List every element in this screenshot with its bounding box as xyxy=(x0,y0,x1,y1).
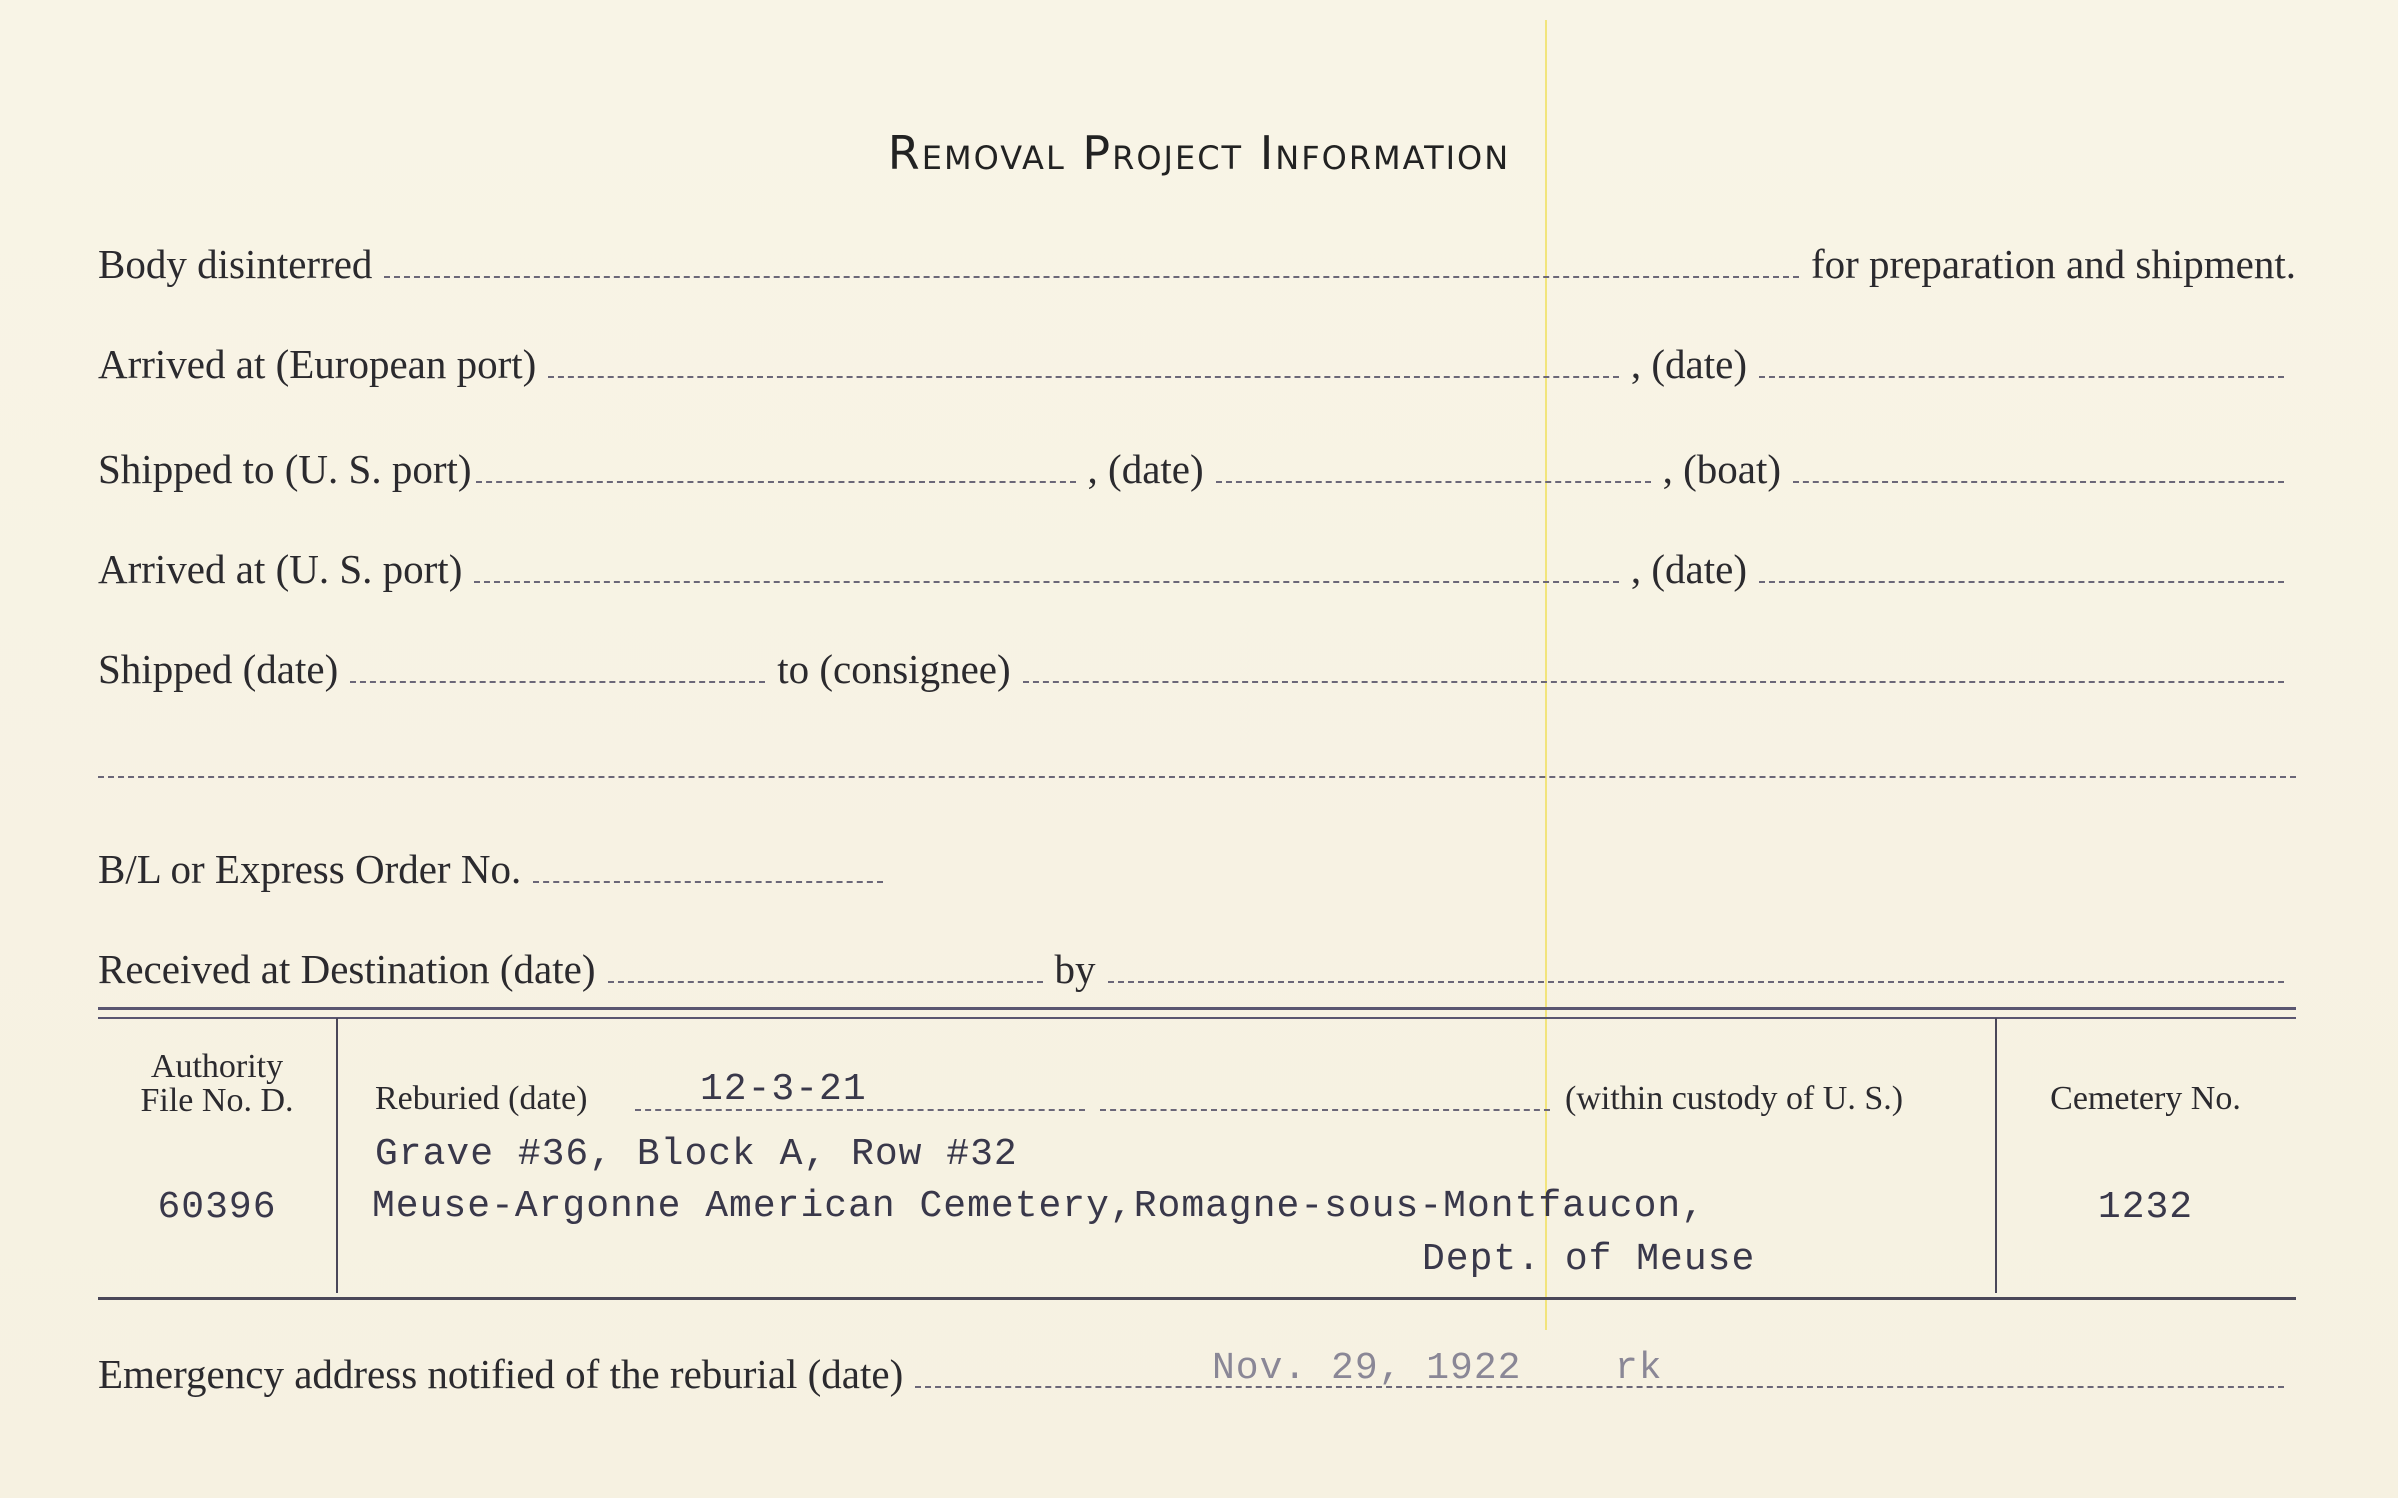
table-top-rule xyxy=(98,1007,2296,1019)
table-bottom-rule xyxy=(98,1297,2296,1300)
emergency-label: Emergency address notified of the reburial (date) xyxy=(98,1351,904,1397)
received-by-label: by xyxy=(1054,946,1096,992)
shipped-us-label: Shipped to (U. S. port) xyxy=(98,446,472,492)
cemetery-no-value: 1232 xyxy=(2097,1186,2194,1229)
shipped-us-row xyxy=(98,435,2296,495)
emergency-date-field[interactable] xyxy=(915,1385,2284,1388)
table-divider-right xyxy=(1995,1018,1997,1293)
arrived-european-date-field[interactable] xyxy=(1759,375,2284,378)
body-disinterred-suffix: for preparation and shipment. xyxy=(1810,241,2296,287)
file-no-label: File No. D. xyxy=(140,1082,294,1119)
reburied-label: Reburied (date) xyxy=(375,1080,588,1117)
file-no-value: 60396 xyxy=(157,1186,277,1229)
shipped-date-row xyxy=(98,635,2296,695)
department: Dept. of Meuse xyxy=(1422,1238,1756,1281)
shipped-us-date-field[interactable] xyxy=(1216,480,1651,483)
body-disinterred-field[interactable] xyxy=(384,275,1799,278)
consignee-label: to (consignee) xyxy=(777,646,1011,692)
bl-order-label: B/L or Express Order No. xyxy=(98,846,522,892)
custody-label: (within custody of U. S.) xyxy=(1565,1080,1904,1117)
arrived-us-label: Arrived at (U. S. port) xyxy=(98,546,463,592)
arrived-us-date-label: , (date) xyxy=(1630,546,1747,592)
reburied-date-line-b xyxy=(1100,1108,1550,1111)
arrived-us-port-field[interactable] xyxy=(474,580,1619,583)
emergency-date-value: Nov. 29, 1922 xyxy=(1212,1347,1522,1390)
received-row xyxy=(98,935,2296,995)
shipped-us-boat-field[interactable] xyxy=(1793,480,2284,483)
grave-location: Grave #36, Block A, Row #32 xyxy=(375,1133,1018,1176)
shipped-date-label: Shipped (date) xyxy=(98,646,339,692)
received-label: Received at Destination (date) xyxy=(98,946,596,992)
arrived-european-row xyxy=(98,330,2296,390)
body-disinterred-label: Body disinterred xyxy=(98,241,373,287)
cemetery-name: Meuse-Argonne American Cemetery,Romagne-sous-Montfaucon, xyxy=(372,1185,1706,1228)
received-by-field[interactable] xyxy=(1108,980,2285,983)
body-disinterred-row xyxy=(98,230,2296,290)
arrived-us-date-field[interactable] xyxy=(1759,580,2284,583)
table-divider-left xyxy=(336,1018,338,1293)
emergency-initials: rk xyxy=(1615,1347,1663,1390)
received-date-field[interactable] xyxy=(608,980,1043,983)
shipped-date-field[interactable] xyxy=(350,680,765,683)
reburied-date-value: 12-3-21 xyxy=(700,1068,867,1111)
consignee-continuation-field[interactable] xyxy=(98,775,2296,778)
bl-order-row xyxy=(98,835,2296,895)
arrived-european-label: Arrived at (European port) xyxy=(98,341,537,387)
arrived-us-row xyxy=(98,535,2296,595)
arrived-european-date-label: , (date) xyxy=(1630,341,1747,387)
shipped-us-boat-label: , (boat) xyxy=(1662,446,1782,492)
arrived-european-port-field[interactable] xyxy=(548,375,1619,378)
bl-order-field[interactable] xyxy=(533,880,883,883)
consignee-field[interactable] xyxy=(1023,680,2284,683)
shipped-us-port-field[interactable] xyxy=(476,480,1076,483)
emergency-row xyxy=(98,1340,2296,1400)
page-title: Removal Project Information xyxy=(887,126,1511,180)
shipped-us-date-label: , (date) xyxy=(1087,446,1204,492)
authority-label: Authority xyxy=(150,1048,284,1085)
cemetery-no-label: Cemetery No. xyxy=(2050,1080,2241,1117)
